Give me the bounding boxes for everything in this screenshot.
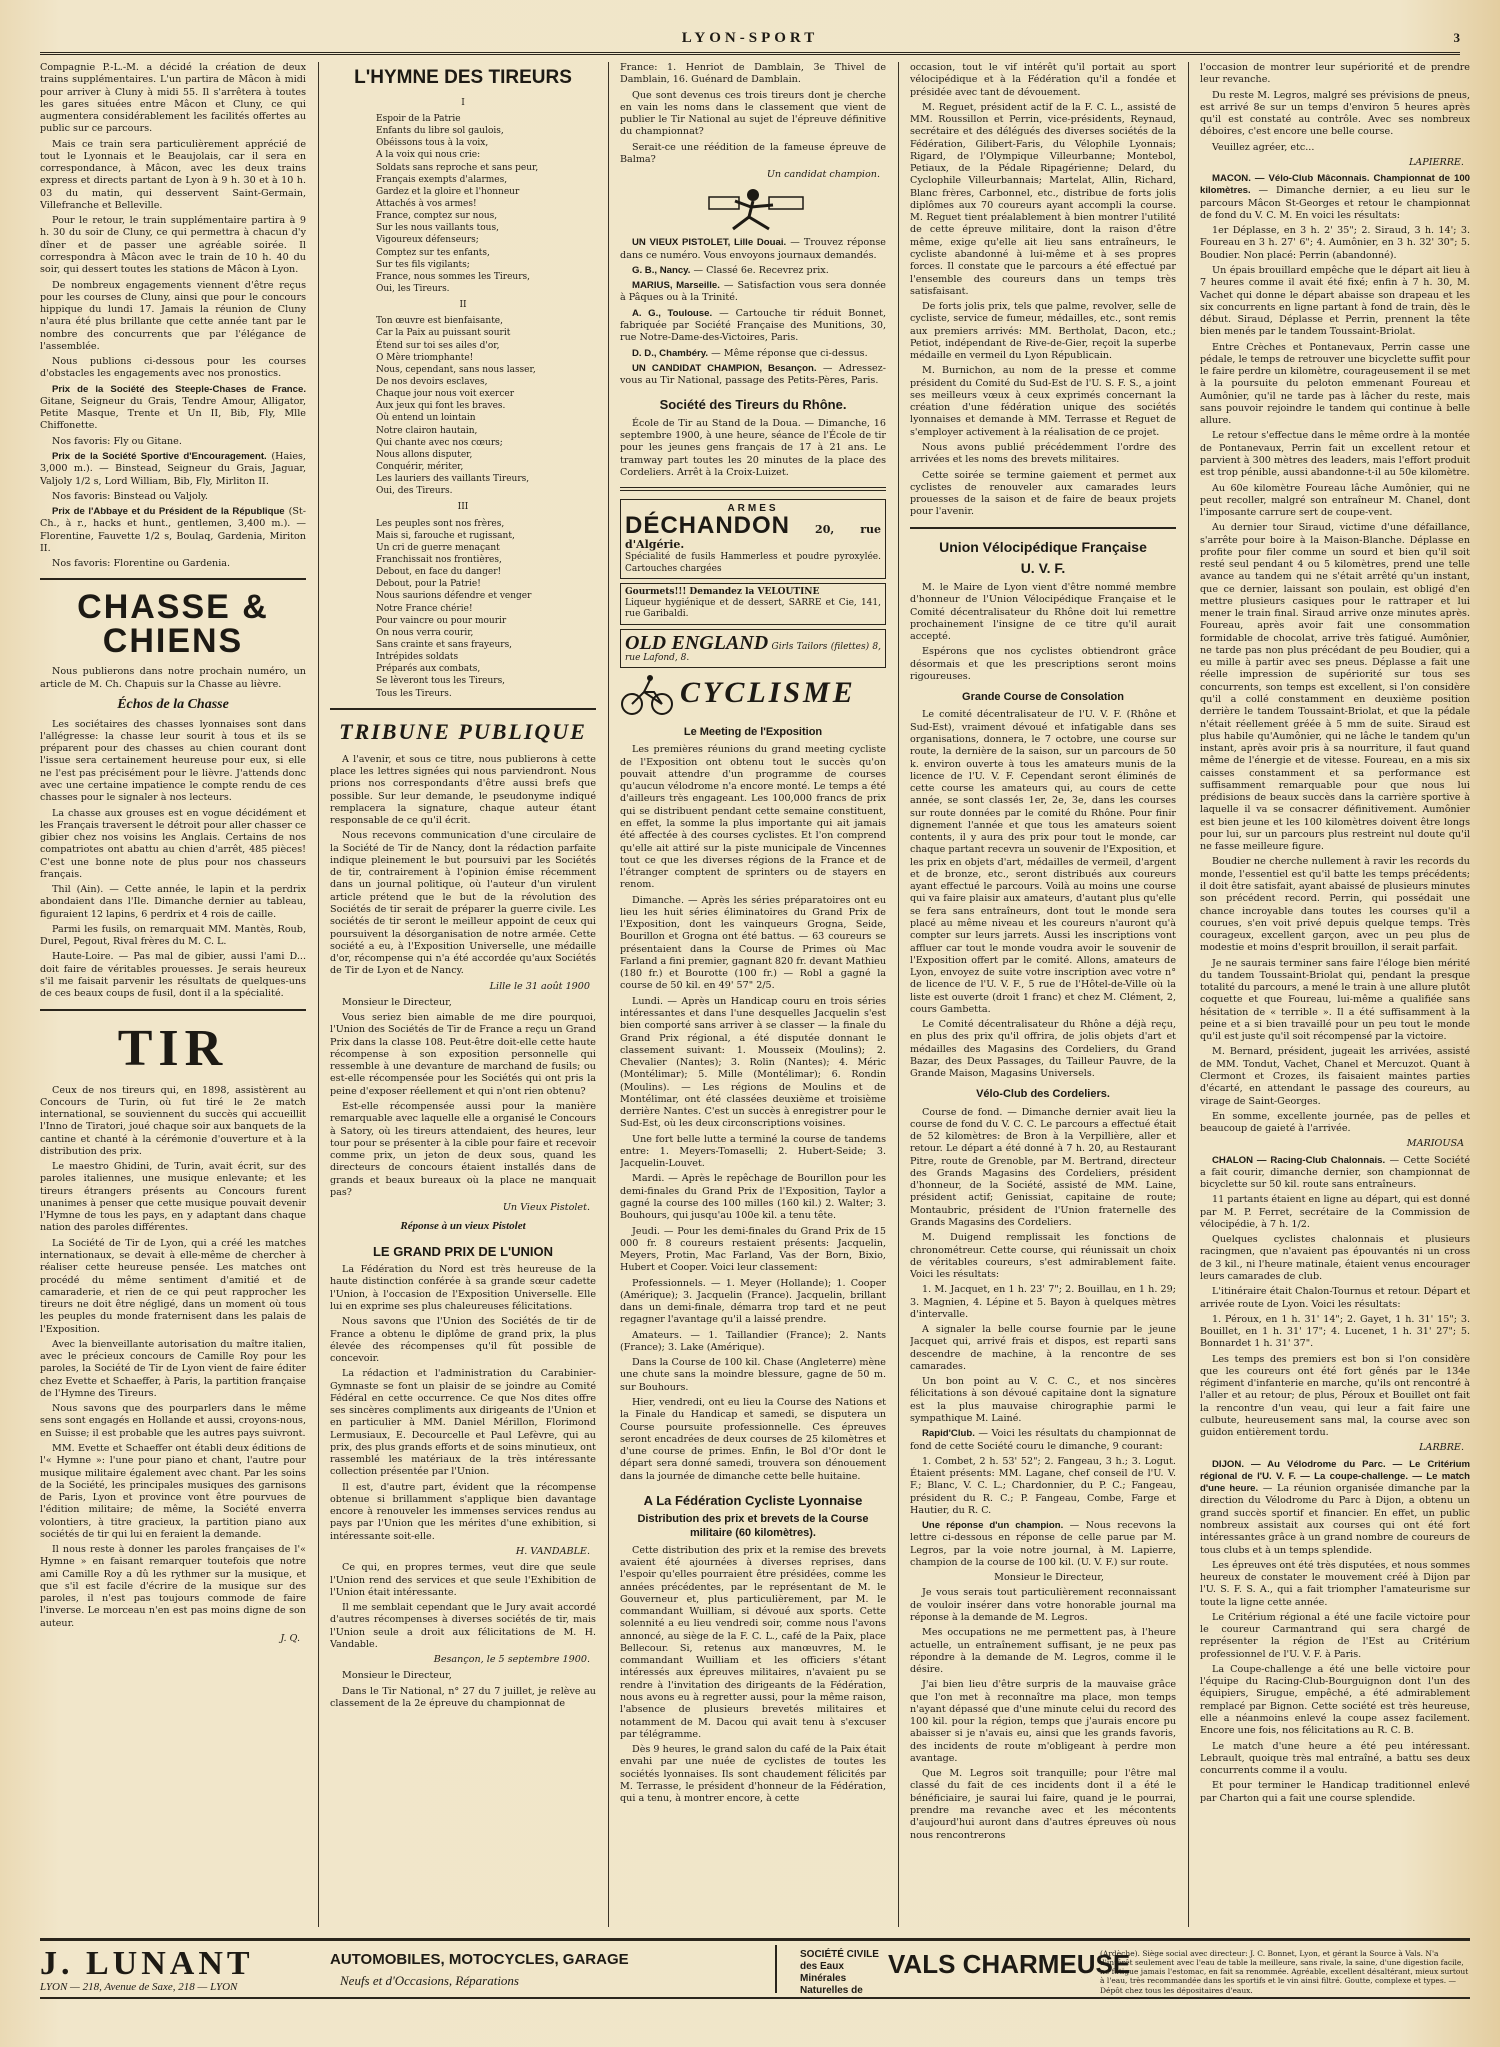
article-text: Vous seriez bien aimable de me dire pourquoi, l'Union des Sociétés de Tir de France a reçu un Grand Prix dans la classe 108. Peut-être doit-elle cette haute récompense à son exposition personnelle qui ressemble à une devanture de marchand de fusils; ou est-elle récompensée pour les Sociétés qui ont pris la peine d'exposer réellement et qui n'ont rien obtenu? [330,1012,596,1097]
article-text: Les épreuves ont été très disputées, et nous sommes heureux de constater le mouvement créé à Dijon par l'U. S. F. S. A., qui a fait triompher l'amateurisme sur toute la ligne cette année. [1200,1559,1470,1608]
advertisement-veloutine [620,583,886,625]
article-text: M. Reguet, président actif de la F. C. L., assisté de MM. Roussillon et Perrin, vice-présidents, Reynaud, secrétaire et des délégués des diverses sociétés de la Fédération, Gilibert-Faris, du Vélophile Lyonnais; Rigard, de l'Olympique Villeurbanne; Montebol, Petiaux, de la Pédale Ripagérienne; Delard, du Cyclophile Villeurbannais; Martelat, Allin, Richard, Blanc frères, Carbonnel, etc., distribue de forts jolis diplômes aux 70 coureurs ayant accompli la course. M. Reguet tient préalablement à bien montrer l'utilité de cette épreuve militaire, dont la raison d'être même, exige qu'elle ait lieu sans entraîneurs, le cycliste abandonné à lui-même et à ses propres forces. Il constate que le parcours a été effectué par l'ensemble des coureurs dans un temps très satisfaisant. [910,101,1176,297]
article-text: La rédaction et l'administration du Carabinier-Gymnaste se font un plaisir de se joindre au Comité Fédéral en cette occurrence. Ce que Nos dites offre ses sincères compliments aux dirigeants de l'Union et en particulier à MM. Daniel Mérillon, Florimond Lermusiaux, E. Decourcelle et Paul Lefèvre, qui au prix, des plus grands efforts et de soins minutieux, ont rassemblé les matériaux de la très intéressante collection présentée par l'Union. [330,1368,596,1478]
article-text: MM. Evette et Schaeffer ont établi deux éditions de l'« Hymne »: l'une pour piano et chant, l'autre pour musique militaire également avec chant. Par les soins de la Société, les principales musiques des garnisons de Paris, Lyon et province vont être pourvues de l'édition militaire; de même, la Société enverra volontiers, à titre gracieux, la partition piano aux sociétés de tir qui lui en feraient la demande. [40,1442,306,1540]
article-text: A signaler la belle course fournie par le jeune Jacquet qui, arrivé frais et dispos, est reparti sans descendre de machine, à la rencontre de ses camarades. [910,1324,1176,1372]
article-text: Course de fond. — Dimanche dernier avait lieu la course de fond du V. C. C. Le parcours a effectué était de 52 kilomètres: de Bron à la Verpillière, aller et retour. Le départ a été donné à 7 h. 20, au Restaurant Pitre, route de Grenoble, par M. Bertrand, directeur des Grands Magasins des Cordeliers, président d'honneur, de la Société, assisté de MM. Laine, président actif; Genissiat, capitaine de route; Montaubric, président de l'Union fraternelle des Grands Magasins des Cordeliers. [910,1106,1176,1229]
reader-answer [620,237,886,262]
subsection-heading: Vélo-Club des Cordeliers. [976,1088,1110,1101]
article-text: Quelques cyclistes chalonnais et plusieurs racingmen, que n'avaient pas épouvantés ni un cross de 3 kil., ni l'heure matinale, étaient venus encourager leurs camarades de club. [1200,1234,1470,1282]
article-text: Les temps des premiers est bon si l'on considère que les coureurs ont été fort gênés par le 134e régiment d'infanterie en marche, qu'ils ont rencontré à l'aller et au retour; de plus, Péroux et Bouillet ont fait la rencontre d'un veau, qui leur a fait faire une culbute, heureusement sans mal, la course avec son guidon entièrement tordu. [1200,1353,1470,1439]
article-text: Boudier ne cherche nullement à ravir les records du monde, l'essentiel est qu'il batte les temps précédents; il doit être satisfait, ayant abaissé de plusieurs minutes son précédent record. Perrin, qui possédait une chance incroyable dans toutes les courses qu'il a courues, s'en voit privé depuis quelque temps. Très courageux, excellent garçon, avec un peu plus de modestie et moins d'esprit brouillon, il serait parfait. [1200,856,1470,954]
courier-figure-icon [693,185,813,235]
article-text: La Fédération du Nord est très heureuse de la haute distinction conférée à sa grande sœur cadette l'Union, à l'occasion de l'Exposition Universelle. Elle lui en exprime ses plus chaleureuses félicitations. [330,1264,596,1312]
stanza-number: III [457,502,469,513]
subsection-heading: Union Vélocipédique Française [939,538,1147,555]
article-text: — Nous recevons la lettre ci-dessous en réponse de celle parue par M. Legros, par la voie notre journal, à M. Lapierre, champion de la course de 100 kil. (U. V. F.) sur route. [910,1520,1176,1568]
race-runners: Gitane, Seigneur du Grais, Tendre Amour, Alligator, Petite Masque, Trente et Un II, Bib, Fly, Mlle Chiffonette. [40,395,306,432]
article-text: Pour le retour, le train supplémentaire partira à 9 h. 30 du soir de Cluny, ce qui permettra à chacun d'y dîner et de passer une agréable soirée. Il correspondra à Mâcon avec le train de 10 h. 40 du soir, qui dessert toutes les stations de Mâcon à Lyon. [40,215,306,276]
article-text: Mes occupations ne me permettent pas, à l'heure actuelle, un entraînement suffisant, je ne peux pas répondre à la demande de M. Legros, comme il le désire. [910,1627,1176,1676]
signature: Un Vieux Pistolet. [502,1202,590,1214]
advertisement-old-england [620,629,886,669]
stanza-number: I [461,97,465,108]
article-text: Ceux de nos tireurs qui, en 1898, assistèrent au Concours de Turin, où fut tiré le 2e match international, se souviennent du succès qui accueillit l'Inno de Tiratori, joué chaque soir aux banquets de la cantine et chanté à la cérémonie d'ouverture et à la distribution des prix. [40,1084,306,1157]
letter-salutation: Monsieur le Directeur, [994,1572,1104,1584]
article-text: La Coupe-challenge a été une belle victoire pour l'équipe du Racing-Club-Bourguignon dont l'un des équipiers, Sirugue, empêché, a été admirablement remplacé par Bignon. Cette société est très heureuse, elle a néanmoins enlevé la coupe assez facilement. Encore une fois, nos félicitations au R. C. B. [1200,1663,1470,1737]
club-name: DIJON. — Au Vélodrome du Parc. — Le Critérium régional de l'U. V. F. — La coupe-challenge. — Le match d'une heure. [1200,1458,1470,1495]
article-text: Haute-Loire. — Pas mal de gibier, aussi l'ami D... doit faire de véritables prouesses. Je serais heureux s'il me faisait parvenir les résultats de quelques-uns de ces beaux coups de fusil, dont il a la spécialité. [40,951,306,1000]
ad-category: ARMES [727,503,779,515]
answer-recipient: MARIUS, Marseille. [632,280,720,292]
race-entry [40,506,306,555]
letter-date: Lille le 31 août 1900 [489,980,590,992]
page-number: 3 [1453,30,1460,45]
article-text: Dans le Tir National, n° 27 du 7 juillet, je relève au classement de la 2e épreuve du championnat de [330,1685,596,1709]
letter-date: Besançon, le 5 septembre 1900. [433,1654,590,1666]
subsection-subheading: U. V. F. [1020,560,1066,577]
subsection-heading: Échos de la Chasse [117,696,229,712]
article-text: A l'avenir, et sous ce titre, nous publierons à cette place les lettres signées qui nous parviendront. Nous prions nos correspondants d'être aussi brefs que possible. Sur leur demande, le pseudonyme indiqué remplacera la signature, chaque auteur étant responsable de ce qu'il écrit. [330,753,596,827]
advertisement-dechandon [620,499,886,579]
article-text [1200,1155,1470,1192]
section-divider [40,1009,306,1011]
section-heading-hymne: L'HYMNE DES TIREURS [354,67,572,88]
race-results: 1. Péroux, en 1 h. 31' 14"; 2. Gayet, 1 h. 31' 15"; 3. Bouillet, en 1 h. 31' 17"; 4. Lucenet, 1 h. 31' 27"; 5. Bonnardet 1 h. 31' 37". [1200,1313,1470,1350]
subsection-heading: LE GRAND PRIX DE L'UNION [372,1243,554,1259]
reader-answer [620,308,886,345]
article-text: Dimanche. — Après les séries préparatoires ont eu lieu les huit séries éliminatoires du Grand Prix de l'Exposition, dont les vainqueurs Grogna, Seide, Bourillon et Grogna ont été battus. — 63 coureurs se présentaient dans la Course de Primes où Mac Farland a fini premier, gagnant 820 fr. devant Mathieu (180 fr.) et Bourotte (100 fr.) — Robl a gagné la course de 50 kil. en 49' 57" 2/5. [620,894,886,992]
advertisement-lunant [40,1947,760,1993]
article-text: — La réunion organisée dimanche par la direction du Vélodrome du Parc à Dijon, a obtenu un grand succès sportif et financier. En effet, un public nombreux assistait aux courses qui ont été fort intéressantes grâce à un grand nombre de coureurs de tous clubs et à un temps splendide. [1200,1483,1470,1556]
article-text: M. Duigend remplissait les fonctions de chronométreur. Cette course, qui réunissait un choix de véritables coureurs, s'est admirablement faite. Voici les résultats: [910,1232,1176,1281]
article-text: occasion, tout le vif intérêt qu'il portait au sport vélocipédique et à la Fédération qu'il a fondée et présidée avec tant de dévouement. [910,62,1176,98]
masthead [40,30,1460,55]
signature: H. VANDABLE. [515,1546,590,1558]
article-text: Un bon point au V. C. C., et nos sincères félicitations à son dévoué capitaine dont la signature est la plus mauvaise chirographie parmi le sympathique M. Lainé. [910,1376,1176,1424]
race-entry [40,451,306,488]
article-text: Au dernier tour Siraud, victime d'une défaillance, s'arrête pour boire à la Maison-Blanche. Déplasse en profite pour filer comme un sourd et bien qu'il soit resté seul pendant 4 ou 5 kilomètres, prend une telle avance au tandem qui ne s'était arrêté qu'un instant, que ce dernier, laissant son poulain, est obligé d'en mettre plusieurs casiques pour le rattraper et lui mener le train final. Siraud arrive onze minutes après. Foureau, après avoir fait une consommation formidable de chocolat, arrive très fatigué. Aumônier, ne tarde pas non plus précédant de peu Boudier, qui a eu mille à partir avec ses pneus. Déplasse a fait une réelle impression de supériorité sur tous ses concurrents, son temps est excellent, si l'on considère qu'il a collé constamment en deuxième position derrière le tandem Toussaint-Briolat, et que la pédale n'était réellement gréée à 5 mm de suite. Siraud est plus habile qu'Aumônier, qui ne lâche le tandem qu'un instant, après avoir pris à sa nourriture, il faut quand même de l'énergie et de vitesse. Foureau, en a mis six caisses constamment et sa performance est suffisamment remarquable pour que nous lui prédisions de beaux succès dans la carrière sportive à laquelle il va se consacrer définitivement. Aumônier est bien jeune et les 100 kilomètres doivent être longs pour lui, sur un parcours plus restreint nul doute qu'il ne fasse meilleure figure. [1200,522,1470,853]
masthead-title: LYON-SPORT [681,30,819,46]
article-text [910,1428,1176,1453]
reader-answer [620,363,886,388]
article-text: Une fort belle lutte a terminé la course de tandems entre: 1. Meyers-Tomaselli; 2. Hubert-Seide; 3. Jacquelin-Louvet. [620,1133,886,1170]
article-text: 1. Combet, 2 h. 53' 52"; 2. Fangeau, 3 h.; 3. Logut. Étaient présents: MM. Lagane, chef conseil de l'U. V. F.; Blanc, V. C. L.; Chardonnier, du P. C.; Fangeau, président du R. C.; P. Fangeau, Combe, Farge et Hautier, du R. C. [910,1455,1176,1516]
columns [40,62,1470,1927]
cyclisme-banner [620,674,886,718]
article-text: Le Comité décentralisateur du Rhône a déjà reçu, en plus des prix qu'il offrira, de jolis objets d'art et médailles des Magasins des Cordeliers, du Grand Bazar, des Deux Passages, du Tailleur Pauvre, de la Grande Maison, Magasins Universels. [910,1019,1176,1080]
article-text [910,1520,1176,1569]
subsection-heading: Réponse à un vieux Pistolet [400,1220,526,1233]
article-text [1200,1459,1470,1557]
column-2 [330,62,596,1927]
article-text: Nous publions ci-dessous pour les courses d'obstacles les engagements avec nos pronostics. [40,356,306,380]
subsection-heading: A La Fédération Cycliste Lyonnaise [643,1492,863,1508]
article-text: Nous avons publié précédemment l'ordre des arrivées et les noms des brevets militaires. [910,441,1176,466]
article-text: Les sociétaires des chasses lyonnaises sont dans l'allégresse: la chasse leur sourit à tous et ils se préparent pour des chasses au chien courant dont l'issue sera certainement heureuse pour eux, si elle ne l'est pas précisément pour le lièvre. J'attends donc avec une certaine impatience le compte rendu de ces chasses pour le signaler à nos lecteurs. [40,718,306,804]
answer-text: — Cartouche tir réduit Bonnet, fabriquée par Société Française des Munitions, 30, rue Notre-Dame-des-Victoires, Paris. [620,307,886,344]
ad-text: (Ardèche). Siège social avec directeur: J. C. Bonnet, Lyon, et gérant la Source à Vals. N'a d'intérêt seulement avec l'eau de table la meilleure, sans rivale, la saine, d'une digestion facile, ne fatigue jamais l'estomac, en fait sa renommée. Agréable, excellent désaltérant, mieux surtout à l'eau, très recommandée dans les sportifs et le vin ainsi filtré. Goutte, complexe et types. — Dépôt chez tous les dépositaires d'eaux. [1100,1949,1469,1995]
article-text: Il me semblait cependant que le Jury avait accordé d'autres récompenses à diverses sociétés de tir, mais l'Union seule a droit aux félicitations de M. H. Vandable. [330,1602,596,1650]
answer-text: — Adressez-vous au Tir National, passage des Petits-Pères, Paris. [620,362,886,387]
letter-closing: Veuillez agréer, etc... [1212,141,1315,153]
answer-recipient: G. B., Nancy. [632,264,691,276]
article-text: France: 1. Henriot de Damblain, 3e Thivel de Damblain, 16. Guénard de Damblain. [620,62,886,86]
article-text: Cette distribution des prix et la remise des brevets avaient été ajournées à diverses reprises, dans l'espoir qu'elles pourraient être présidées, comme les années précédentes, par le représentant de M. le Gouverneur et, plus particulièrement, par M. le commandant Wuilliam, si dévoué aux sports. Cette solennité a eu lieu vendredi soir, comme nous l'avons annoncé, au siège de la F. C. L., café de la Paix, place Bellecour. Si, retenus aux manœuvres, M. le commandant Wuilliam et les officiers s'étant intéressés aux épreuves militaires, n'avaient pu se rendre à l'invitation des dirigeants de la Fédération, nous avons eu à regretter aussi, pour la même raison, l'absence de plusieurs brevetés militaires et notamment de M. Dacou qui avait tenu à s'excuser par télégramme. [620,1544,886,1740]
race-runners: (St-Ch., à r., hacks et hunt., gentlemen, 3,400 m.). — Florentine, Fauvette 1/2 s, Boulaq, Gardenia, Miriton II. [40,506,306,554]
section-heading-tribune: TRIBUNE PUBLIQUE [339,718,587,744]
column-1 [40,62,306,1927]
article-text: L'itinéraire était Chalon-Tournus et retour. Départ et arrivée route de Lyon. Voici les résultats: [1200,1286,1470,1310]
reader-answer [620,280,886,305]
answer-recipient: UN VIEUX PISTOLET, Lille Douai. [632,237,787,249]
race-favorites: Nos favoris: Fly ou Gitane. [52,435,182,447]
ad-headline: AUTOMOBILES, MOTOCYCLES, GARAGE [330,1951,629,1968]
article-text: Le comité décentralisateur de l'U. V. F. (Rhône et Sud-Est), vraiment dévoué et infatigable dans ses organisations, donnera, le 7 octobre, une course sur route, la dernière de la saison, sur un parcours de 50 k. environ ouverte à tous les amateurs munis de la licence de l'U. V. F. Cependant seront éliminés de cette course les amateurs qui, au cours de cette année, se sont classés 1er, 2e, 3e, dans les courses sur route données par le comité du Rhône. Pour finir dignement l'année et que tous les amateurs soient contents, il y aura des prix pour tout le monde, car chaque partant recevra un souvenir de l'Exposition, et les prix en objets d'art, médailles de vermeil, d'argent et de bronze, etc., seront distribués aux coureurs ayant effectué le parcours. Voilà au moins une course qui va faire plaisir aux amateurs, d'autant plus qu'elle se fera sans entraîneurs, dont tout le monde sera placé au même niveau et les coureurs n'auront qu'à compter sur leurs jarrets. Aussi les inscriptions vont affluer car tout le monde voudra avoir le souvenir de l'Exposition offert par le comité. Allons, amateurs de Lyon, envoyez de suite votre inscription avec votre n° de licence de l'U. V. F., 5 rue de l'Hôtel-de-Ville où la liste est ouverte (droit 1 franc) et chez M. Clément, 2, cours Gambetta. [910,709,1176,1015]
article-text [1200,173,1470,222]
article-text: Compagnie P.-L.-M. a décidé la création de deux trains supplémentaires. L'un partira de Mâcon à midi pour arriver à Cluny à midi 55. Il s'arrêtera à toutes les gares situées entre Mâcon et Cluny, ce qui augmentera considérablement les facilités offertes au public sur ce parcours. [40,62,306,135]
article-text: l'occasion de montrer leur supériorité et de prendre leur revanche. [1200,62,1470,86]
article-text: Est-elle récompensée aussi pour la manière remarquable avec laquelle elle a organisé le Concours à Satory, où les tireurs attendaient, des heures, leur tour pour se présenter à la cible pour faire et recevoir comme prix, un jeton de deux sous, quand les directeurs de concours étaient installés dans de grands et beaux bureaux où la place ne manquait pas? [330,1101,596,1198]
article-text: Je vous serais tout particulièrement reconnaissant de vouloir insérer dans votre honorable journal ma réponse à la demande de M. Legros. [910,1587,1176,1623]
ad-divider [775,1945,777,1993]
letter-salutation: Monsieur le Directeur, [342,1670,452,1682]
stanza: Espoir de la Patrie Enfants du libre sol gaulois, Obéissons tous à la voix, A la voix qui nous crie: Soldats sans reproche et sans peur, Français exempts d'alarmes, Gardez et la gloire et l'honneur Attachés à vos armes! France, comptez sur nous, Sur les nous vaillants tous, Vigoureux défenseurs; Comptez sur tes enfants, Sur tes fils vigilants; France, nous sommes les Tireurs, Oui, les Tireurs. [376,114,539,294]
article-text: Nous savons que des pourparlers dans le même sens sont engagés en Hollande et aussi, croyons-nous, en Suisse; il est probable que les autres pays suivront. [40,1403,306,1439]
article-text: Parmi les fusils, on remarquait MM. Mantès, Roub, Durel, Pegout, Rival frères du M. C. L. [40,923,306,948]
article-text: Nous publierons dans notre prochain numéro, un article de M. Ch. Chapuis sur la Chasse au lièvre. [40,666,306,690]
ad-address: LYON — 218, Avenue de Saxe, 218 — LYON [40,1981,238,1993]
signature: MARIOUSA [1406,1138,1464,1150]
signature: J. Q. [280,1632,300,1644]
race-favorites: Nos favoris: Florentine ou Gardenia. [52,558,231,570]
stanza: Ton œuvre est bienfaisante, Car la Paix au puissant sourit Étend sur toi ses ailes d'or, O Mère triomphante! Nous, cependant, sans nous lasser, De nos devoirs esclaves, Chaque jour nous voit exercer Aux jeux qui font les braves. Où entend un lointain Notre clairon hautain, Qui chante avec nos cœurs; Nous allons disputer, Conquérir, mériter, Les lauriers des vaillants Tireurs, Oui, des Tireurs. [376,316,536,497]
article-text: Le retour s'effectue dans le même ordre à la montée de Pontanevaux, Perrin fait un excellent retour et parvient à 300 mètres des leaders, mais l'effort produit est trop pénible, aussi abandonne-t-il au 50e kilomètre. [1200,430,1470,479]
race-title: Prix de l'Abbaye et du Président de la République [52,506,285,518]
ad-company: SOCIÉTÉ CIVILE des Eaux Minérales Naturelles de [800,1949,879,1996]
race-results: 1er Déplasse, en 3 h. 2' 35"; 2. Siraud, 3 h. 14'; 3. Foureau en 3 h. 27' 6"; 4. Aumônier, en 3 h. 32' 30"; 5. Boudier. Non placé: Perrin (abandonné). [1200,225,1470,261]
club-name: CHALON — Racing-Club Chalonnais. [1212,1154,1386,1166]
article-text: Cette soirée se termine gaiement et permet aux cyclistes de renouveler aux camarades leurs prouesses de la saison et de faire de beaux projets pour l'avenir. [910,469,1176,518]
section-divider [330,708,596,710]
footer-advertisements [40,1938,1470,1999]
ad-brand: OLD ENGLAND [625,631,769,654]
article-text: — Dimanche dernier, a eu lieu sur le parcours Mâcon St-Georges et retour le championnat de fond du V. C. M. En voici les résultats: [1200,185,1470,221]
answer-recipient: A. G., Toulouse. [632,307,713,319]
section-heading-chasse: CHASSE & CHIENS [77,588,269,661]
article-text: Avec la bienveillante autorisation du maître italien, avec le précieux concours de Camille Roy pour les paroles, la Société de Tir de Lyon vient de faire éditer chez Evette et Schaeffer, à Paris, la partition française de l'Hymne des Tireurs. [40,1338,306,1399]
article-text: Jeudi. — Pour les demi-finales du Grand Prix de 15 000 fr. 8 coureurs restaient présents: Jacquelin, Meyers, Protin, Mac Farland, Vas der Born, Bixio, Hubert et Cooper. Voici leur classement: [620,1225,886,1274]
stanza-number: II [459,300,467,311]
article-text: Amateurs. — 1. Taillandier (France); 2. Nants (France); 3. Lake (Amérique). [620,1329,886,1353]
race-favorites: Nos favoris: Binstead ou Valjoly. [52,490,208,502]
ad-text: Spécialité de fusils Hammerless et poudre pyroxylée. Cartouches chargées [625,552,881,574]
section-divider [620,487,886,491]
article-text: En somme, excellente journée, pas de pelles et beaucoup de gaieté à l'arrivée. [1200,1110,1470,1135]
answer-text: — Satisfaction vous sera donnée à Pâques ou à la Trinité. [620,280,886,304]
article-text: Et pour terminer le Handicap traditionnel enlevé par Charton qui a fait une course splendide. [1200,1780,1470,1804]
article-text: Du reste M. Legros, malgré ses prévisions de pneus, est arrivé 8e sur un temps d'environ 5 heures après qu'il est constaté au contrôle. Avec ses nombreux déboires, c'est encore une belle course. [1200,89,1470,138]
article-text: — Voici les résultats du championnat de fond de cette Société couru le dimanche, 9 courant: [910,1428,1176,1452]
ad-text: Liqueur hygiénique et de dessert, SARRE et Cie, 141, rue Garibaldi. [625,598,881,620]
stanza: Les peuples sont nos frères, Mais si, farouche et rugissant, Un cri de guerre menaçant Franchissait nos frontières, Debout, en face du danger! Debout, pour la Patrie! Nous saurions défendre et venger Notre France chérie! Pour vaincre ou pour mourir On nous verra courir, Sans crainte et sans frayeurs, Intrépides soldats Préparés aux combats, Se lèveront tous les Tireurs, Tous les Tireurs. [376,518,532,699]
article-text: Le Critérium régional a été une facile victoire pour le coureur Carmantrand qui sera chargé de représenter la région de l'Est au Critérium professionnel de l'U. V. F. à Paris. [1200,1611,1470,1660]
article-text: Je ne saurais terminer sans faire l'éloge bien mérité du tandem Toussaint-Briolat qui, pendant la presque totalité du parcours, a mené le train à une allure plutôt coquette et que Foureau, lui-même a qualifiée sans hésitation de « terrible ». Il a été suffisamment à la peine et a si bien travaillé pour un peu tout le monde qu'il est juste qu'il soit récompensé par la victoire. [1200,957,1470,1043]
article-text: Le maestro Ghidini, de Turin, avait écrit, sur des paroles italiennes, une musique enlevante; et les tireurs étrangers présents au Concours furent unanimes à penser que cette musique pouvait devenir l'Hymne de tous les pays, en y adaptant dans chaque nation des paroles différentes. [40,1161,306,1234]
article-text: Le match d'une heure a été peu intéressant. Lebrault, quoique très mal entraîné, a battu ses deux concurrents comme il a voulu. [1200,1740,1470,1777]
article-text: Nous recevons communication d'une circulaire de la Société de Tir de Nancy, dont la rédaction parfaite indique pleinement le but poursuivi par les Sociétés de tir, contrairement à l'opinion émise récemment dans un journal politique, où l'auteur d'un virulent article prétend que le but de la révolution des Sociétés de tir serait de préparer la guerre civile. Les sociétés de tir seront le meilleur appoint de ceux qui poursuivent la désorganisation de notre armée. Cette société a eu, à l'Exposition Universelle, une médaille d'or, récompense qui n'a été accordée qu'aux Sociétés de Tir de Lyon et de Nancy. [330,830,596,977]
signature: LARBRE. [1419,1442,1464,1454]
answer-text: — Trouvez réponse dans ce numéro. Vous envoyons journaux demandés. [620,237,886,261]
column-4 [910,62,1176,1927]
article-text: 11 partants étaient en ligne au départ, qui est donné par M. P. Ferret, secrétaire de la Commission de vélocipédie, à 7 h. 1/2. [1200,1194,1470,1230]
reader-answer [620,348,886,360]
article-text: Il est, d'autre part, évident que la récompense obtenue si brillamment s'applique bien davantage encore à renouveler les immenses services rendus au pays par l'Union que les mérites d'une exhibition, si intéressante soit-elle. [330,1481,596,1542]
answer-text: — Même réponse que ci-dessus. [711,347,868,359]
article-text: M. Bernard, président, jugeait les arrivées, assisté de MM. Tondut, Vachet, Chanel et Mercuzot. Quant à Clermont et Crozes, ils faisaient maintes parties d'écarté, en attendant le passage des coureurs, au virage de Saint-Georges. [1200,1046,1470,1107]
article-text: Hier, vendredi, ont eu lieu la Course des Nations et la Finale du Handicap et samedi, se disputera un Course poursuite professionnelle. Ces épreuves seront encadrées de deux courses de 25 kilomètres et d'une course de primes. Enfin, le Bol d'Or dont le départ sera donné samedi, trouvera son dénouement dans la journée de dimanche cette belle huitaine. [620,1396,886,1482]
article-text: J'ai bien lieu d'être surpris de la mauvaise grâce que l'on met à reconnaître ma place, mon temps n'ayant dépassé que d'une minute celui du record des 100 kil. pour la région, temps que j'aurais encore pu abaisser si je n'avais eu, ainsi que les grands favoris, des incidents de route m'obligeant à perdre mon avantage. [910,1679,1176,1764]
ad-brand: VALS CHARMEUSE [888,1949,1131,1979]
letter-title: Une réponse d'un champion. [922,1520,1064,1532]
poem [330,97,596,700]
column-rule [1188,62,1189,1927]
article-text: Entre Crèches et Pontanevaux, Perrin casse une pédale, le temps de retrouver une bicyclette suffit pour le faire perdre un kilomètre, courageusement il se met à la poursuite du peloton emmenant Foureau et Aumônier, qu'il ne tarde pas à lâcher du reste, mais sans pouvoir rejoindre le tandem qui continue à belle allure. [1200,341,1470,427]
article-text: Mardi. — Après le repêchage de Bourillon pour les demi-finales du Grand Prix de l'Exposition, Taylor a gagné la course des 100 milles (160 kil.) 2. Walter; 3. Bouhours, qui jusqu'au 100e kil. a tenu tête. [620,1173,886,1222]
article-text: Au 60e kilomètre Foureau lâche Aumônier, qui ne peut recoller, malgré son entraîneur M. Chanel, dont l'imposante carrure sert de coupe-vent. [1200,482,1470,519]
subsection-heading: Grande Course de Consolation [962,691,1124,704]
ad-text: Neufs et d'Occasions, Réparations [340,1973,519,1988]
column-3 [620,62,886,1927]
article-text: Un épais brouillard empêche que le départ ait lieu à 7 heures comme il avait été fixé; enfin à 7 h. 30, M. Vachet qui donne le départ abaisse son drapeau et les six concurrents en ligne partant à fond de train, dès le début. Siraud, Déplasse et Perrin, prennent la tête bien menés par le tandem Toussaint-Briolat. [1200,264,1470,338]
column-rule [898,62,899,1927]
article-text: Serait-ce une réédition de la fameuse épreuve de Balma? [620,141,886,165]
article-text: De forts jolis prix, tels que palme, revolver, selle de cycliste, service de fumeur, médailles, etc., sont remis aux premiers arrivés: MM. Bertholat, Dacon, etc.; Petiot, indépendant de Rive-de-Gier, reçoit la superbe médaille en vermeil du Lyon Républicain. [910,301,1176,362]
column-rule [318,62,319,1927]
ad-brand: J. LUNANT [40,1945,254,1982]
section-divider [40,578,306,580]
reader-answer [620,265,886,277]
article-text: Les premières réunions du grand meeting cycliste de l'Exposition ont obtenu tout le succès qu'on pouvait attendre d'un programme de courses qu'aucun vélodrome n'a encore monté. Le temps a été d'ailleurs très engageant. Les 100,000 francs de prix qui se distribuent pendant cette semaine constituent, en effet, la somme la plus importante qui ait jamais été affectée à des courses cyclistes. Et l'on comprend qu'elle ait attiré sur la piste municipale de Vincennes tout ce que les diverses régions de la France et de l'étranger comptent de sprinters ou de stayers en renom. [620,744,886,891]
article-text: Ce qui, en propres termes, veut dire que seule l'Union rend des services et que seule l'Exhibition de l'Union était intéressante. [330,1562,596,1598]
section-heading-tir: TIR [117,1019,229,1077]
article-text: École de Tir au Stand de la Doua. — Dimanche, 16 septembre 1900, à une heure, séance de l'École de tir pour les jeunes gens français de 17 à 21 ans. Le tramway part toutes les 20 minutes de la place des Cordeliers. Arrêt à la Croix-Luizet. [620,417,886,478]
article-text: M. le Maire de Lyon vient d'être nommé membre d'honneur de l'Union Vélocipédique Française et le Comité décentralisateur du Rhône doit lui remettre prochainement l'insigne de ce titre qu'il aurait accepté. [910,582,1176,643]
article-text: Lundi. — Après un Handicap couru en trois séries intéressantes et dans l'une desquelles Jacquelin s'est bien comporté sans arriver à se classer — la finale du Grand Prix régional, a été disputée donnant le classement suivant: 1. Mousseix (Moulins); 2. Chevalier (Nantes); 3. Rolin (Nantes); 4. Méric (Montélimar); 5. Mille (Montélimar); 6. Rondin (Moulins). — Les régions de Moulins et de Montélimar, ont été classées deuxième et troisième derrière Nantes. C'est un succès à enregistrer pour le Sud-Est, où les deux circonscriptions voisines. [620,995,886,1130]
article-text: Il nous reste à donner les paroles françaises de l'« Hymne » en faisant remarquer toutefois que notre ami Camille Roy a dû les rythmer sur la musique, et que s'il est facile d'écrire de la musique sur des paroles, il n'est pas toujours commode de faire l'inverse. Le morceau n'en est pas moins digne de son auteur. [40,1544,306,1629]
ad-text: Girls Tailors (filettes) 8, rue Lafond, 8. [625,641,881,663]
answer-recipient: D. D., Chambéry. [632,347,709,359]
race-title: Prix de la Société des Steeple-Chases de France. [52,383,306,395]
column-rule [608,62,609,1927]
answer-text: — Classé 6e. Recevrez prix. [693,264,829,276]
article-text: De nombreux engagements viennent d'être reçus pour les courses de Cluny, ainsi que pour le concours hippique du lundi 17. Jamais la réunion de Cluny n'aura été plus brillante que cette année tant par le nombre des concurrents que par l'élégance de l'assemblée. [40,279,306,352]
article-text: La Société de Tir de Lyon, qui a créé les matches internationaux, se devait à elle-même de chercher à réaliser cette heureuse pensée. Les matches ont procédé du même sentiment d'amitié et de camaraderie, et rien de ce qui peut rapprocher les tireurs ne doit être négligé, dans un moment où tous les peuples du monde fraternisent dans les palais de l'Exposition. [40,1237,306,1335]
article-text: La chasse aux grouses est en vogue décidément et les Français traversent le détroit pour aller chasser ce gibier chez nos voisins les Anglais. Certains de nos compatriotes ont abattu au chien d'arrêt, 485 pièces! C'est une bonne note de plus pour nos chasseurs français. [40,807,306,880]
letter-salutation: Monsieur le Directeur, [342,996,452,1008]
subsection-subheading: Distribution des prix et brevets de la Course militaire (60 kilomètres). [637,1513,869,1539]
club-name: MACON. — Vélo-Club Mâconnais. Championnat de 100 kilomètres. [1200,173,1470,197]
race-title: Prix de la Société Sportive d'Encouragement. [52,450,267,462]
subsection-heading: Société des Tireurs du Rhône. [659,397,847,413]
article-text: Que M. Legros soit tranquille; pour l'être mal classé du fait de ces incidents dont il a été le bénéficiaire, je saurai lui faire, quand je le pourrai, prendre ma revanche avec et les mécontents d'aujourd'hui auront dans d'autres épreuves où nous nous rencontrerons [910,1768,1176,1841]
race-entry [40,384,306,433]
article-text: Mais ce train sera particulièrement apprécié de tout le Lyonnais et le Beaujolais, car il sera en correspondance, à Mâcon, avec les deux trains express et directs partant de Lyon à 9 h. 30 et à 10 h. 03 du matin, qui desservent Saint-Germain, Villefranche et Belleville. [40,138,306,211]
article-text: M. Burnichon, au nom de la presse et comme président du Comité du Sud-Est de l'U. S. F. S., a joint ses meilleurs vœux à ceux exprimés concernant la création d'une fédération unique des sociétés lyonnaises et demande à MM. Terrasse et Reguet de s'employer activement à la réalisation de ce projet. [910,365,1176,438]
ad-address: 20, rue d'Algérie. [625,523,881,552]
club-name: Rapid'Club. [922,1428,975,1440]
article-text: — Cette Société a fait courir, dimanche dernier, son championnat de bicyclette sur 50 kil. route sans entraîneurs. [1200,1154,1470,1191]
article-text: Nous savons que l'Union des Sociétés de tir de France a obtenu le diplôme de grand prix, la plus élevée des récompenses qu'il fût possible de concevoir. [330,1316,596,1365]
section-divider [910,527,1176,529]
race-runners: (Haies, 3,000 m.). — Binstead, Seigneur du Grais, Jaguar, Valjoly 1/2 s, Lord William, Bib, Fly, Mirliton II. [40,450,306,487]
ad-brand: DÉCHANDON [625,512,790,540]
article-text: Espérons que nos cyclistes obtiendront grâce désormais et que les prescriptions seront moins rigoureuses. [910,646,1176,683]
article-text: Professionnels. — 1. Meyer (Hollande); 1. Cooper (Amérique); 3. Jacquelin (France). Jacquelin, brillant dans un demi-finale, démarra trop tard et ne peut regagner l'avantage qu'il a laissé prendre. [620,1277,886,1326]
column-5 [1200,62,1470,1927]
signature: Un candidat champion. [766,169,880,181]
article-text: Dès 9 heures, le grand salon du café de la Paix était envahi par une nuée de cyclistes de toutes les sociétés lyonnaises. Ils sont chaudement félicités par M. Terrasse, le président d'honneur de la Fédération, qui a tenu, à montrer encore, à cette [620,1744,886,1805]
article-text: Que sont devenus ces trois tireurs dont je cherche en vain les noms dans le classement que vient de publier le Tir National au sujet de l'épreuve définitive du championnat? [620,89,886,138]
signature: LAPIERRE. [1408,156,1464,168]
article-text: Thil (Ain). — Cette année, le lapin et la perdrix abondaient dans l'Ile. Dimanche dernier au tableau, figuraient 12 lapins, 6 perdrix et 4 rois de caille. [40,884,306,920]
subsection-heading: Le Meeting de l'Exposition [683,726,823,739]
article-text: 1. M. Jacquet, en 1 h. 23' 7"; 2. Bouillau, en 1 h. 29; 3. Magnien, 4. Lépine et 5. Bayon à quelques mètres d'intervalle. [910,1284,1176,1320]
bicycle-icon [620,674,674,716]
section-heading-cyclisme: CYCLISME [680,676,856,710]
ad-headline: Gourmets!!! Demandez la VELOUTINE [625,586,820,597]
answer-recipient: UN CANDIDAT CHAMPION, Besançon. [632,362,817,374]
article-text: Dans la Course de 100 kil. Chase (Angleterre) mène une chute sans la moindre blessure, gagne de 50 m. sur Bouhours. [620,1357,886,1393]
